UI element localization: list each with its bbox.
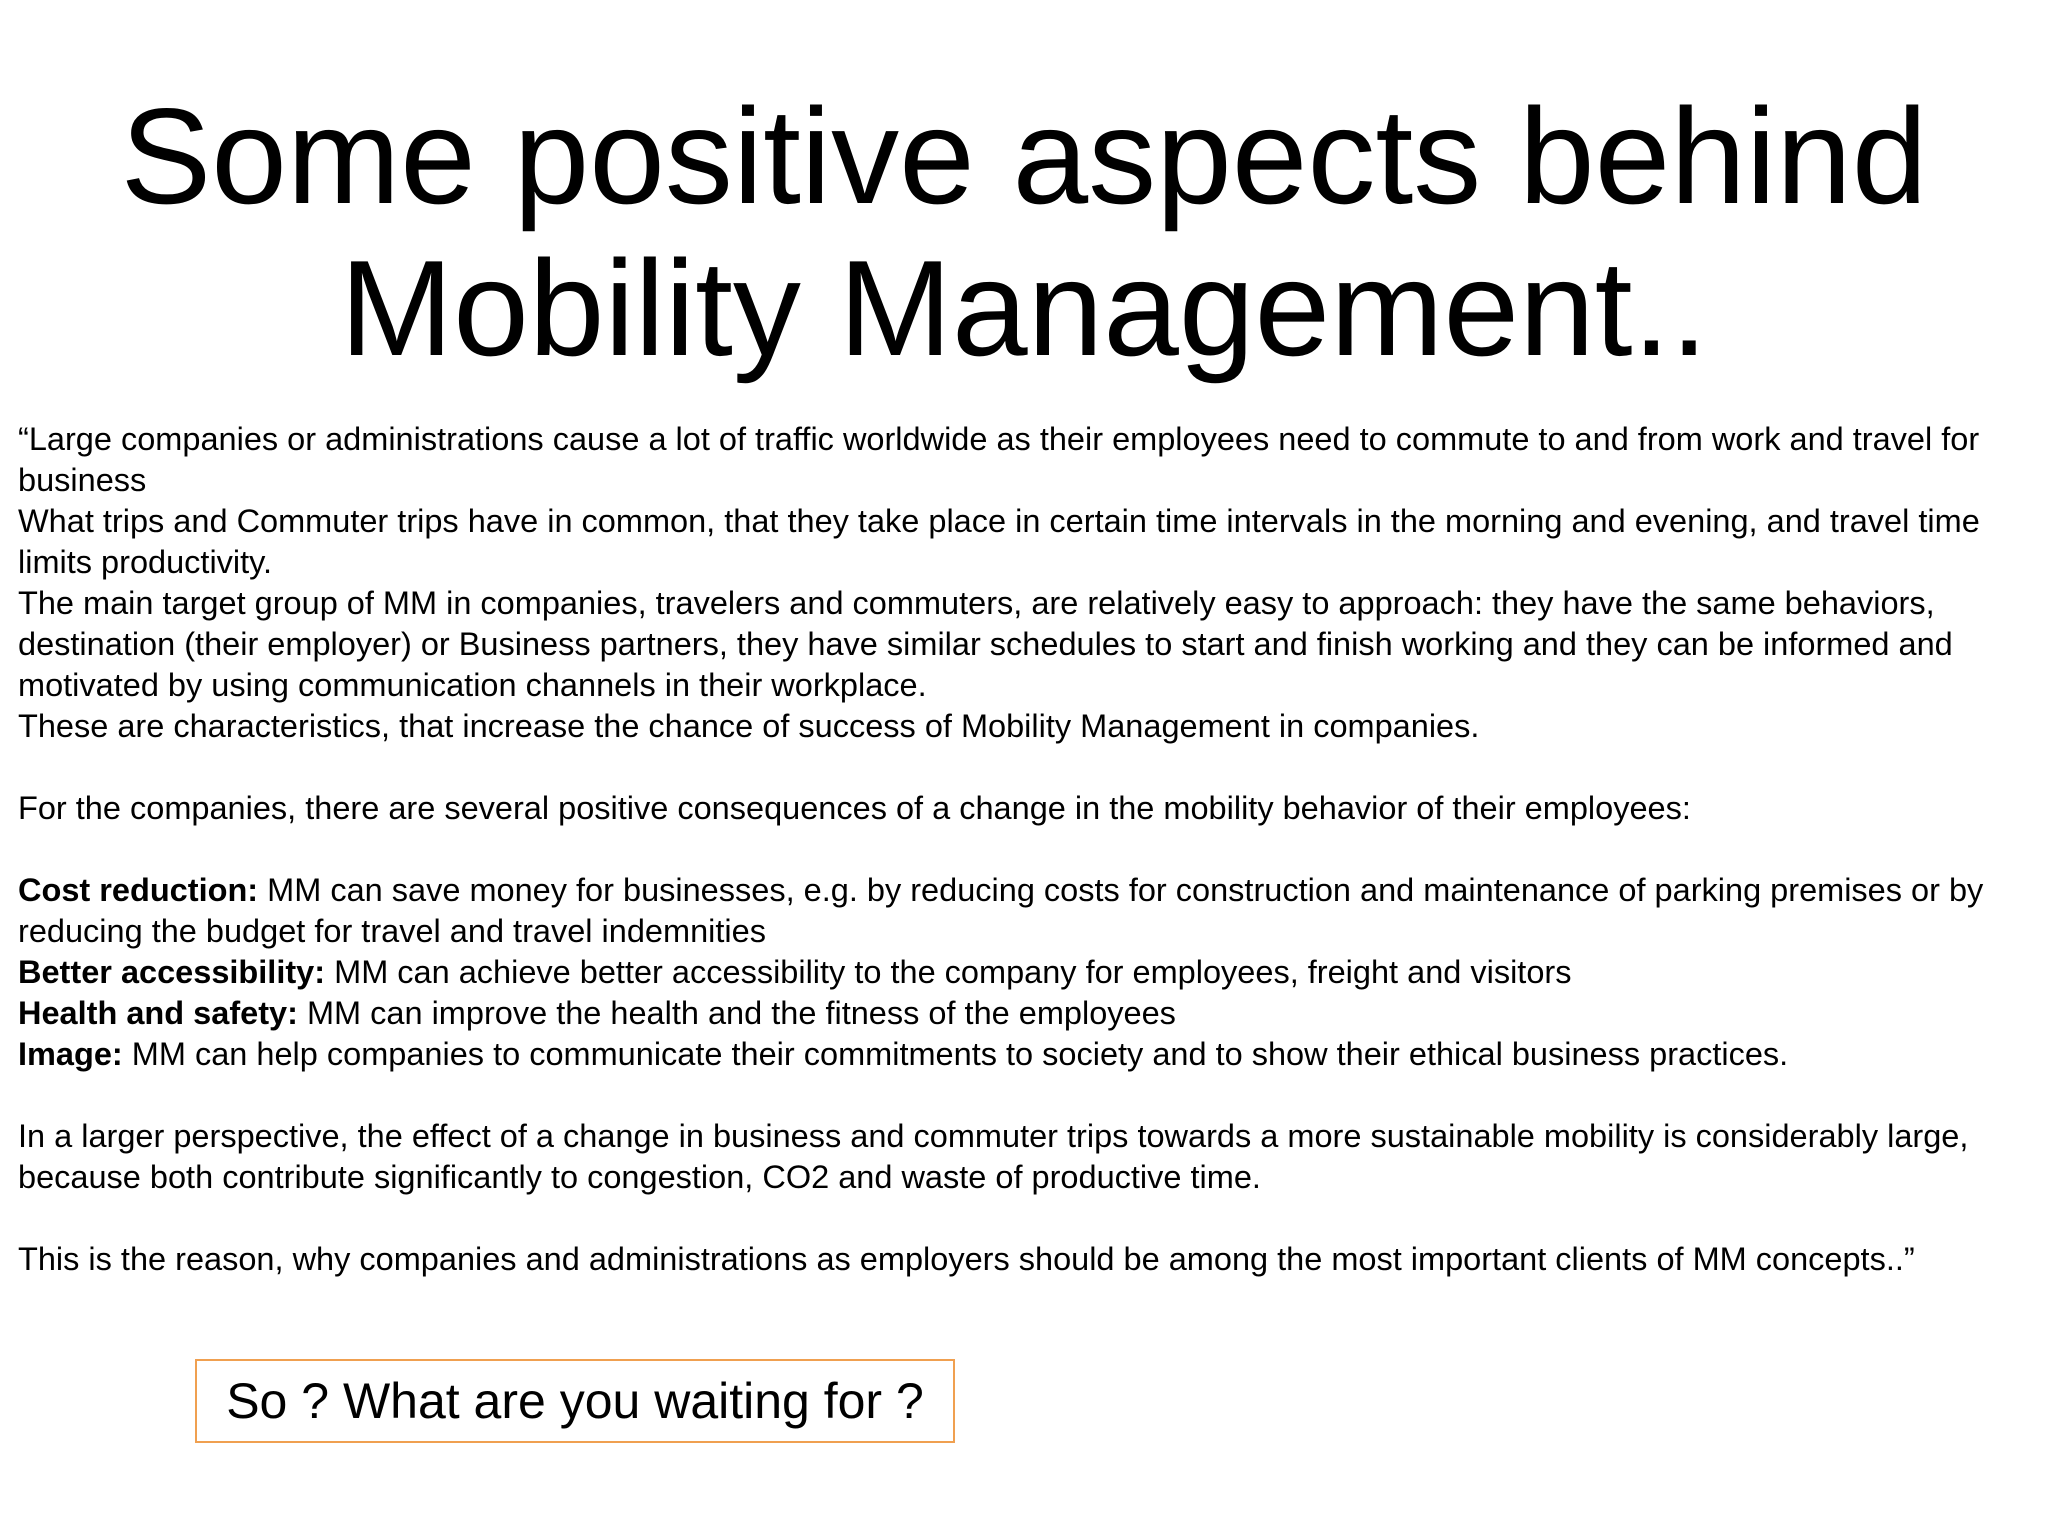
spacer [18,1075,2038,1116]
spacer [18,1198,2038,1239]
spacer [18,747,2038,788]
benefit-text: MM can help companies to communicate their commitments to society and to show their ethical business practices. [122,1036,1789,1072]
cta-text: So ? What are you waiting for ? [226,1373,924,1429]
paragraph-conclusion: This is the reason, why companies and administrations as employers should be among the most important clients of MM concepts..” [18,1241,1915,1277]
spacer [18,829,2038,870]
benefit-text: MM can save money for businesses, e.g. by reducing costs for construction and maintenance of parking premises or by reducing the budget for travel and travel indemnities [18,872,1984,949]
benefit-image [18,1034,2038,1075]
paragraph-target-group: The main target group of MM in companies, travelers and commuters, are relatively easy to approach: they have the same behaviors, destination (their employer) or Business partners, they have similar schedules to start and finish working and they can be informed and motivated by using communication channels in their workplace. [18,585,1953,703]
benefit-text: MM can achieve better accessibility to the company for employees, freight and visitors [325,954,1572,990]
paragraph-trips: What trips and Commuter trips have in common, that they take place in certain time intervals in the morning and evening, and travel time limits productivity. [18,503,1980,580]
benefit-label: Image: [18,1036,123,1072]
benefit-accessibility [18,952,2038,993]
slide-title [0,80,2048,384]
benefit-label: Better accessibility: [18,954,326,990]
benefit-label: Health and safety: [18,995,298,1031]
cta-box [195,1359,955,1443]
benefit-label: Cost reduction: [18,872,259,908]
slide-title-line-2: Mobility Management.. [339,232,1709,384]
benefit-text: MM can improve the health and the fitness of the employees [297,995,1176,1031]
paragraph-perspective: In a larger perspective, the effect of a change in business and commuter trips towards a more sustainable mobility is considerably large, because both contribute significantly to congestion, CO2 and waste of productive time. [18,1118,1969,1195]
paragraph-consequences: For the companies, there are several positive consequences of a change in the mobility behavior of their employees: [18,790,1691,826]
slide-body [18,419,2038,1280]
benefit-health-safety [18,993,2038,1034]
paragraph-characteristics: These are characteristics, that increase the chance of success of Mobility Management in companies. [18,708,1480,744]
paragraph-intro: “Large companies or administrations cause a lot of traffic worldwide as their employees need to commute to and from work and travel for business [18,421,1980,498]
slide-title-line-1: Some positive aspects behind [120,80,1928,232]
benefit-cost-reduction [18,870,2038,952]
